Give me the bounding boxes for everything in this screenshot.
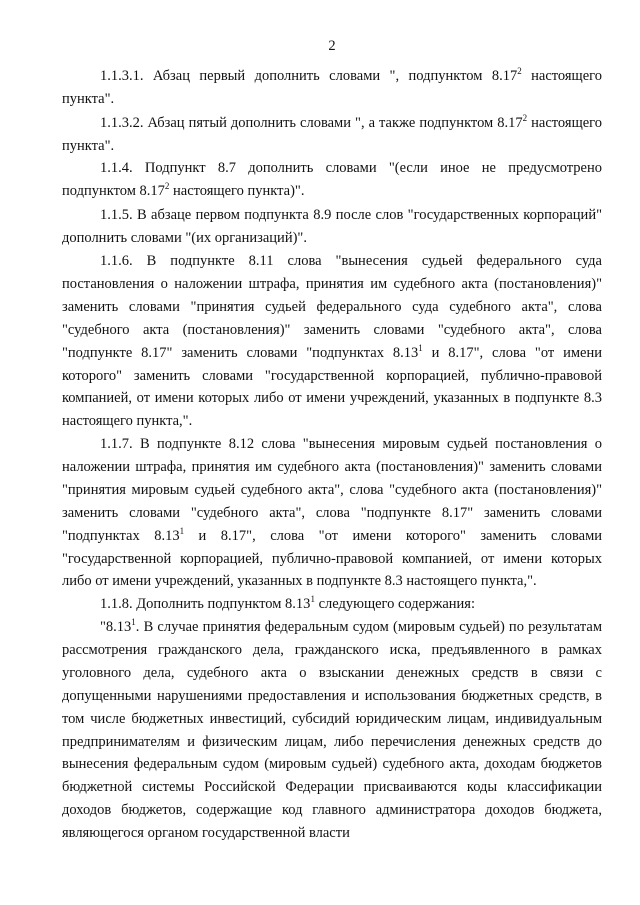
- paragraph-1-1-6: [62, 250, 602, 433]
- paragraph-8-13-1: [62, 616, 602, 845]
- paragraph-text: 1.1.5. В абзаце первом подпункта 8.9 после слов "государственных корпораций" дополнить словами "(их организаций)".: [62, 207, 602, 246]
- paragraph-1-1-4: [62, 157, 602, 203]
- paragraph-1-1-3-1: [62, 65, 602, 111]
- paragraph-text: 1.1.7. В подпункте 8.12 слова "вынесения мировым судьей постановления о наложении штрафа, принятия им судебного акта (постановления)" заменить словами "принятия мировым судьей судебного акта", слова "судебного акта (постановления)" заменить словами "судебного акта", слова "подпункте 8.17" заменить словами "подпунктах 8.13: [62, 436, 602, 544]
- superscript-index: 1: [131, 617, 136, 627]
- paragraph-text: 1.1.3.2. Абзац пятый дополнить словами ", а также подпунктом 8.17: [100, 115, 523, 131]
- superscript-index: 1: [418, 342, 423, 353]
- superscript-index: 2: [164, 180, 170, 191]
- paragraph-text: настоящего пункта".: [62, 115, 603, 154]
- paragraph-text: и 8.17", слова "от имени которого" заменить словами "государственной корпорацией, публично-правовой компанией, от имени которых либо от имени учреждений, указанных в подпункте 8.3 настоящего пункта,".: [62, 344, 602, 430]
- paragraph-text: следующего содержания:: [314, 596, 476, 612]
- superscript-index: 1: [179, 525, 185, 536]
- paragraph-text: настоящего пункта)".: [169, 182, 305, 199]
- paragraph-1-1-3-2: [62, 112, 602, 158]
- paragraph-text: настоящего пункта".: [62, 68, 602, 107]
- paragraph-text: "8.13: [100, 619, 132, 635]
- page-number: 2: [328, 38, 336, 54]
- paragraph-text: и 8.17", слова "от имени которого" заменить словами "государственной корпорацией, публично-правовой компанией, от имени которых либо от имени учреждений, указанных в подпункте 8.3 настоящего пункта,".: [62, 527, 603, 590]
- paragraph-1-1-7: [62, 433, 602, 593]
- paragraph-1-1-5: [62, 204, 602, 250]
- paragraph-1-1-8: [62, 593, 602, 616]
- paragraph-text: 1.1.6. В подпункте 8.11 слова "вынесения судьей федерального суда постановления о наложении штрафа, принятия им судебного акта (постановления)" заменить словами "принятия судьей федерального суда судебного акта", слова "судебного акта (постановления)" заменить словами "судебного акта", слова "подпункте 8.17" заменить словами "подпунктах 8.13: [62, 253, 602, 361]
- paragraph-text: 1.1.3.1. Абзац первый дополнить словами ", подпунктом 8.17: [100, 68, 518, 84]
- superscript-index: 1: [310, 594, 315, 604]
- paragraph-text: . В случае принятия федеральным судом (мировым судьей) по результатам рассмотрения гражданского дела, гражданского иска, предъявленного в рамках уголовного дела, судебного акта о взыскании денежных средств в связи с допущенными нарушениями предоставления и использования бюджетных средств, в том числе бюджетных инвестиций, субсидий юридическим лицам, индивидуальным предпринимателям и физическим лицам, либо перечисления денежных средств до вынесения федеральным судом (мировым судьей) судебного акта, доходам бюджетов бюджетной системы Российской Федерации присваиваются коды классификации доходов бюджетов, содержащие код главного администратора доходов бюджета, являющегося органом государственной власти: [62, 619, 602, 842]
- superscript-index: 2: [522, 113, 528, 123]
- paragraph-text: 1.1.8. Дополнить подпунктом 8.13: [100, 596, 311, 612]
- superscript-index: 2: [517, 66, 522, 76]
- paragraph-text: 1.1.4. Подпункт 8.7 дополнить словами "(если иное не предусмотрено подпунктом 8.17: [62, 160, 602, 199]
